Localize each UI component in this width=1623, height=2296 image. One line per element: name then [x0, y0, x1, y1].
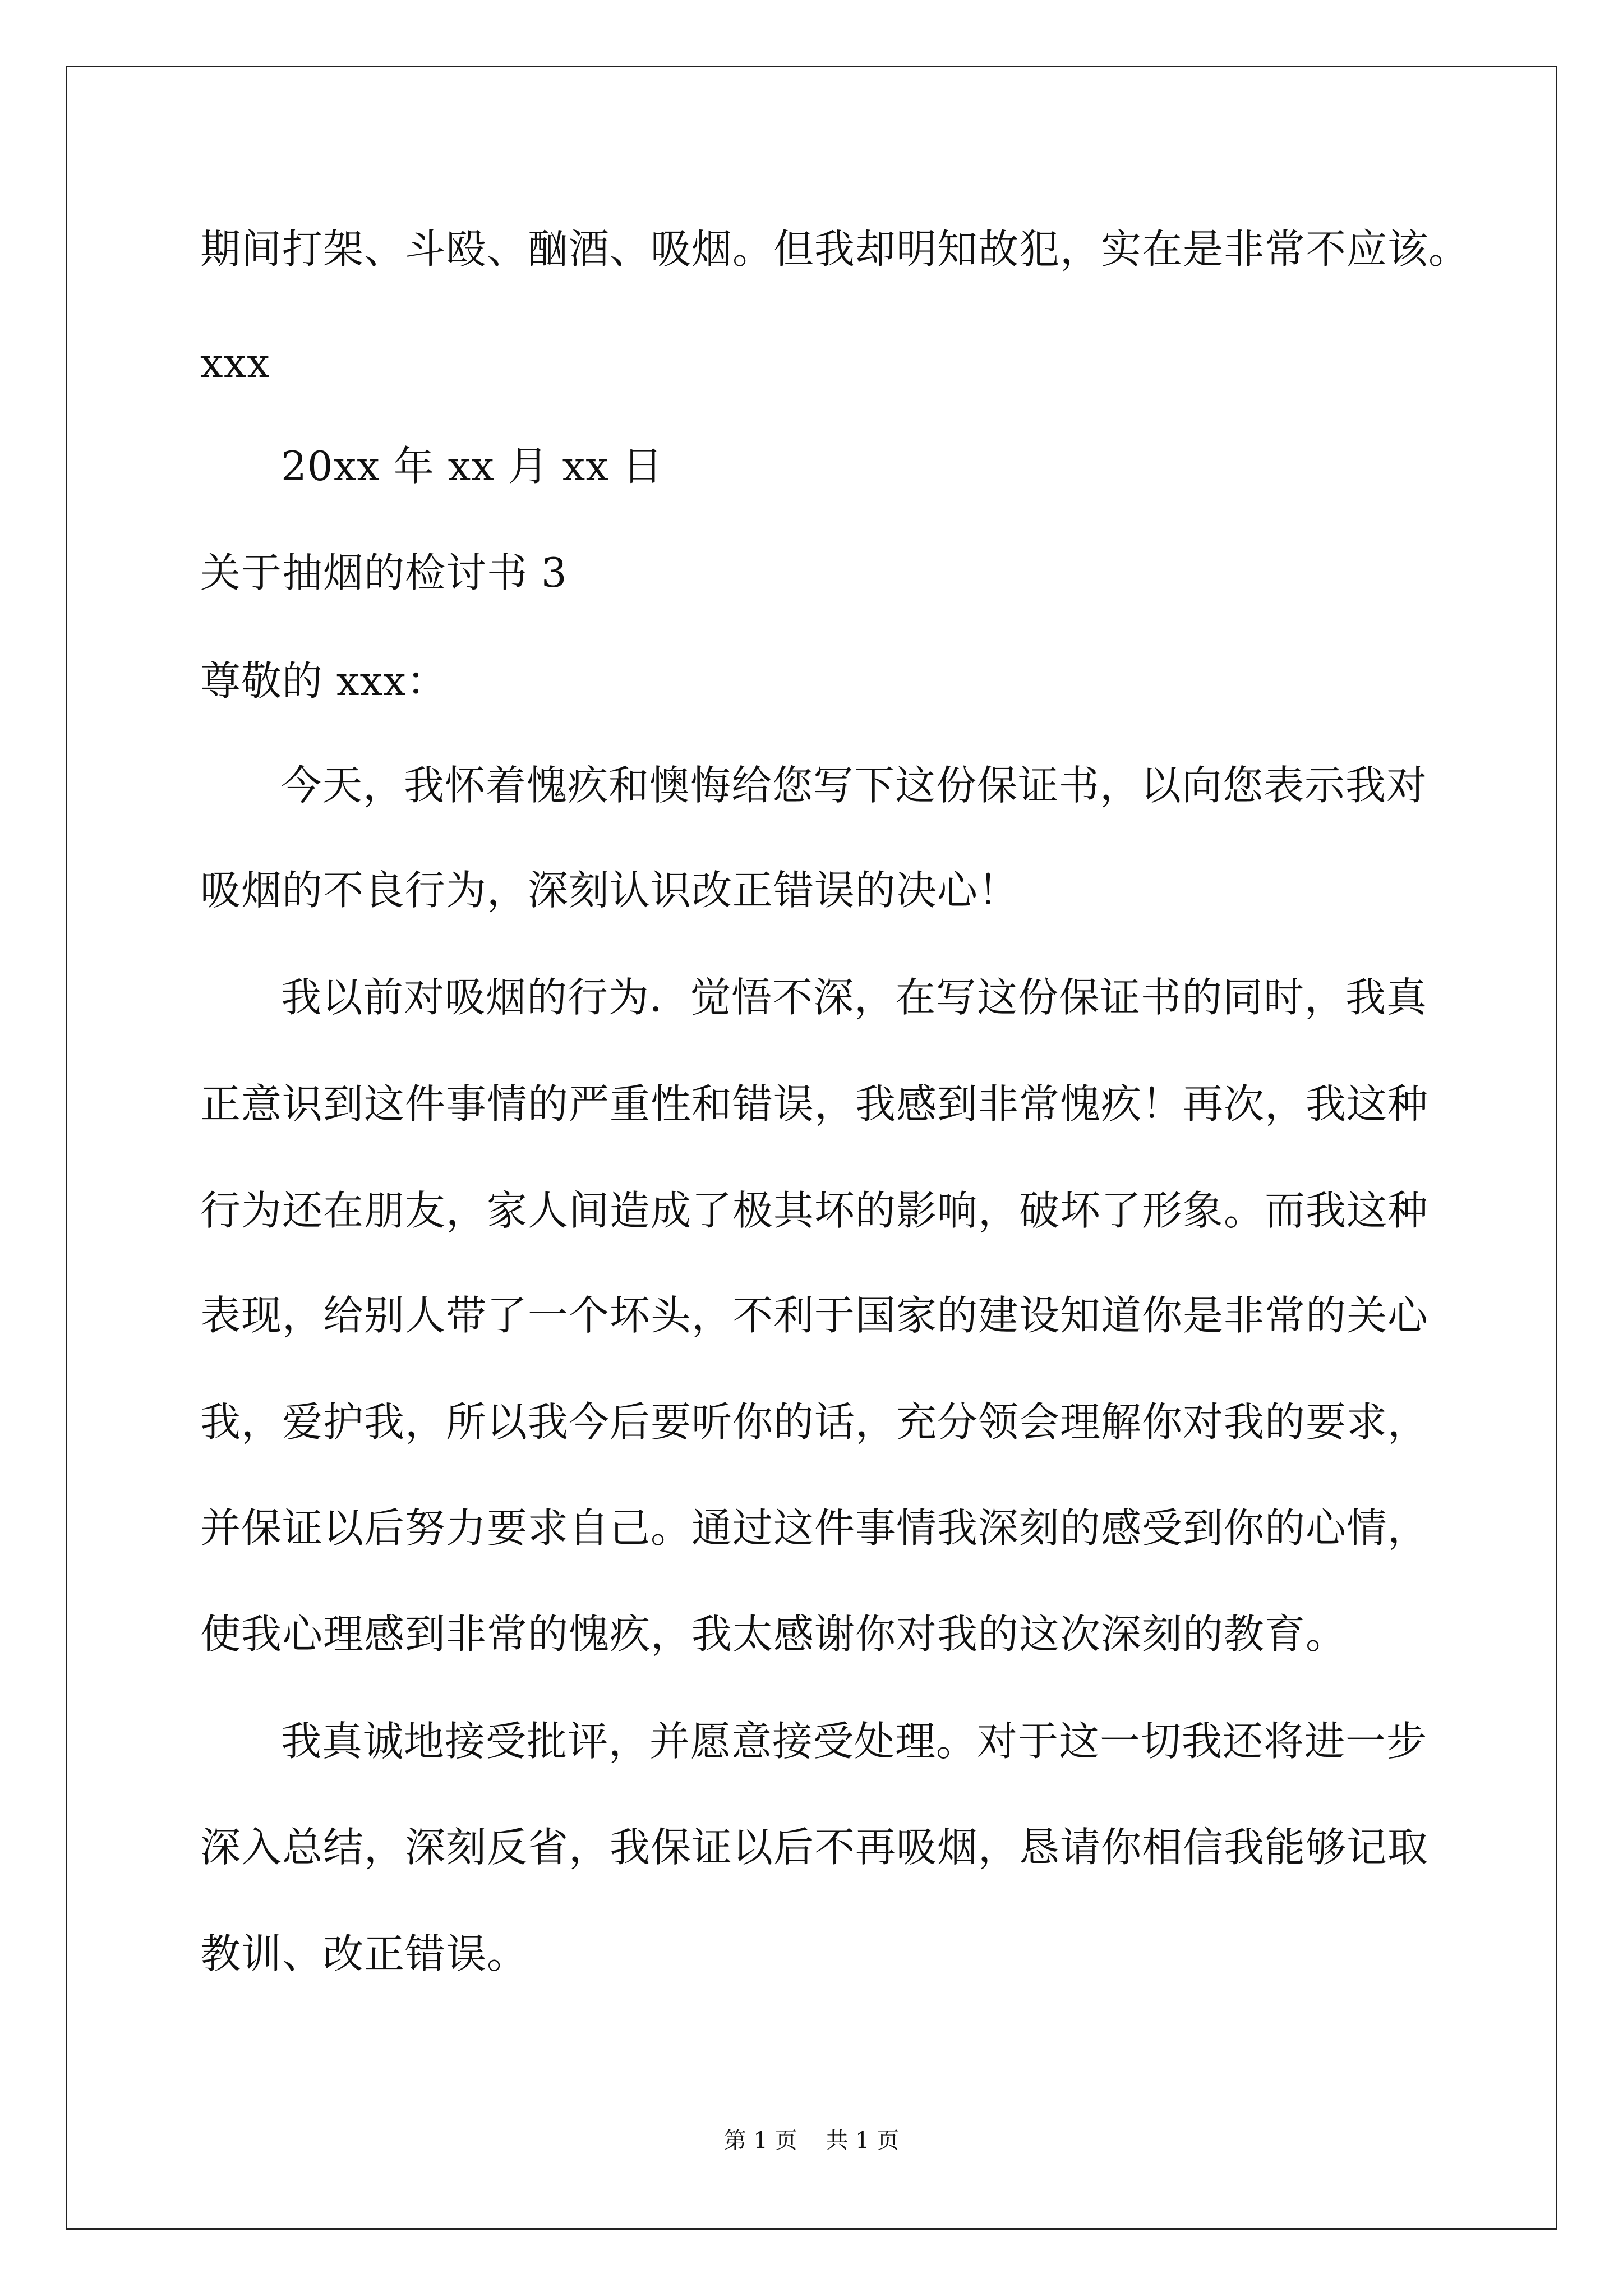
paragraph-2-line-3: 行为还在朋友，家人间造成了极其坏的影响，破坏了形象。而我这种	[200, 1187, 1429, 1234]
section-title: 关于抽烟的检讨书 3	[200, 549, 568, 596]
signature-name: xxx	[200, 339, 270, 386]
paragraph-1-line-1: 今天，我怀着愧疚和懊悔给您写下这份保证书，以向您表示我对	[281, 762, 1428, 809]
paragraph-2-line-2: 正意识到这件事情的严重性和错误，我感到非常愧疚！再次，我这种	[200, 1080, 1429, 1128]
text-line-continuation: 期间打架、斗殴、酗酒、吸烟。但我却明知故犯，实在是非常不应该。	[200, 226, 1470, 273]
page-border	[66, 66, 1557, 2230]
paragraph-2-line-5: 我，爱护我，所以我今后要听你的话，充分领会理解你对我的要求，	[200, 1398, 1429, 1446]
paragraph-2-line-4: 表现，给别人带了一个坏头，不利于国家的建设知道你是非常的关心	[200, 1292, 1429, 1339]
paragraph-3-line-3: 教训、改正错误。	[200, 1930, 528, 1977]
paragraph-3-line-1: 我真诚地接受批评，并愿意接受处理。对于这一切我还将进一步	[281, 1718, 1428, 1765]
signature-date: 20xx 年 xx 月 xx 日	[281, 443, 663, 490]
page-number-footer: 第 1 页 共 1 页	[723, 2128, 900, 2154]
paragraph-3-line-2: 深入总结，深刻反省，我保证以后不再吸烟，恳请你相信我能够记取	[200, 1824, 1429, 1871]
paragraph-2-line-6: 并保证以后努力要求自己。通过这件事情我深刻的感受到你的心情，	[200, 1504, 1429, 1552]
paragraph-2-line-7: 使我心理感到非常的愧疚，我太感谢你对我的这次深刻的教育。	[200, 1611, 1347, 1658]
paragraph-2-line-1: 我以前对吸烟的行为．觉悟不深，在写这份保证书的同时，我真	[281, 974, 1428, 1021]
salutation: 尊敬的 xxx：	[200, 657, 448, 705]
paragraph-1-line-2: 吸烟的不良行为，深刻认识改正错误的决心！	[200, 867, 1020, 914]
